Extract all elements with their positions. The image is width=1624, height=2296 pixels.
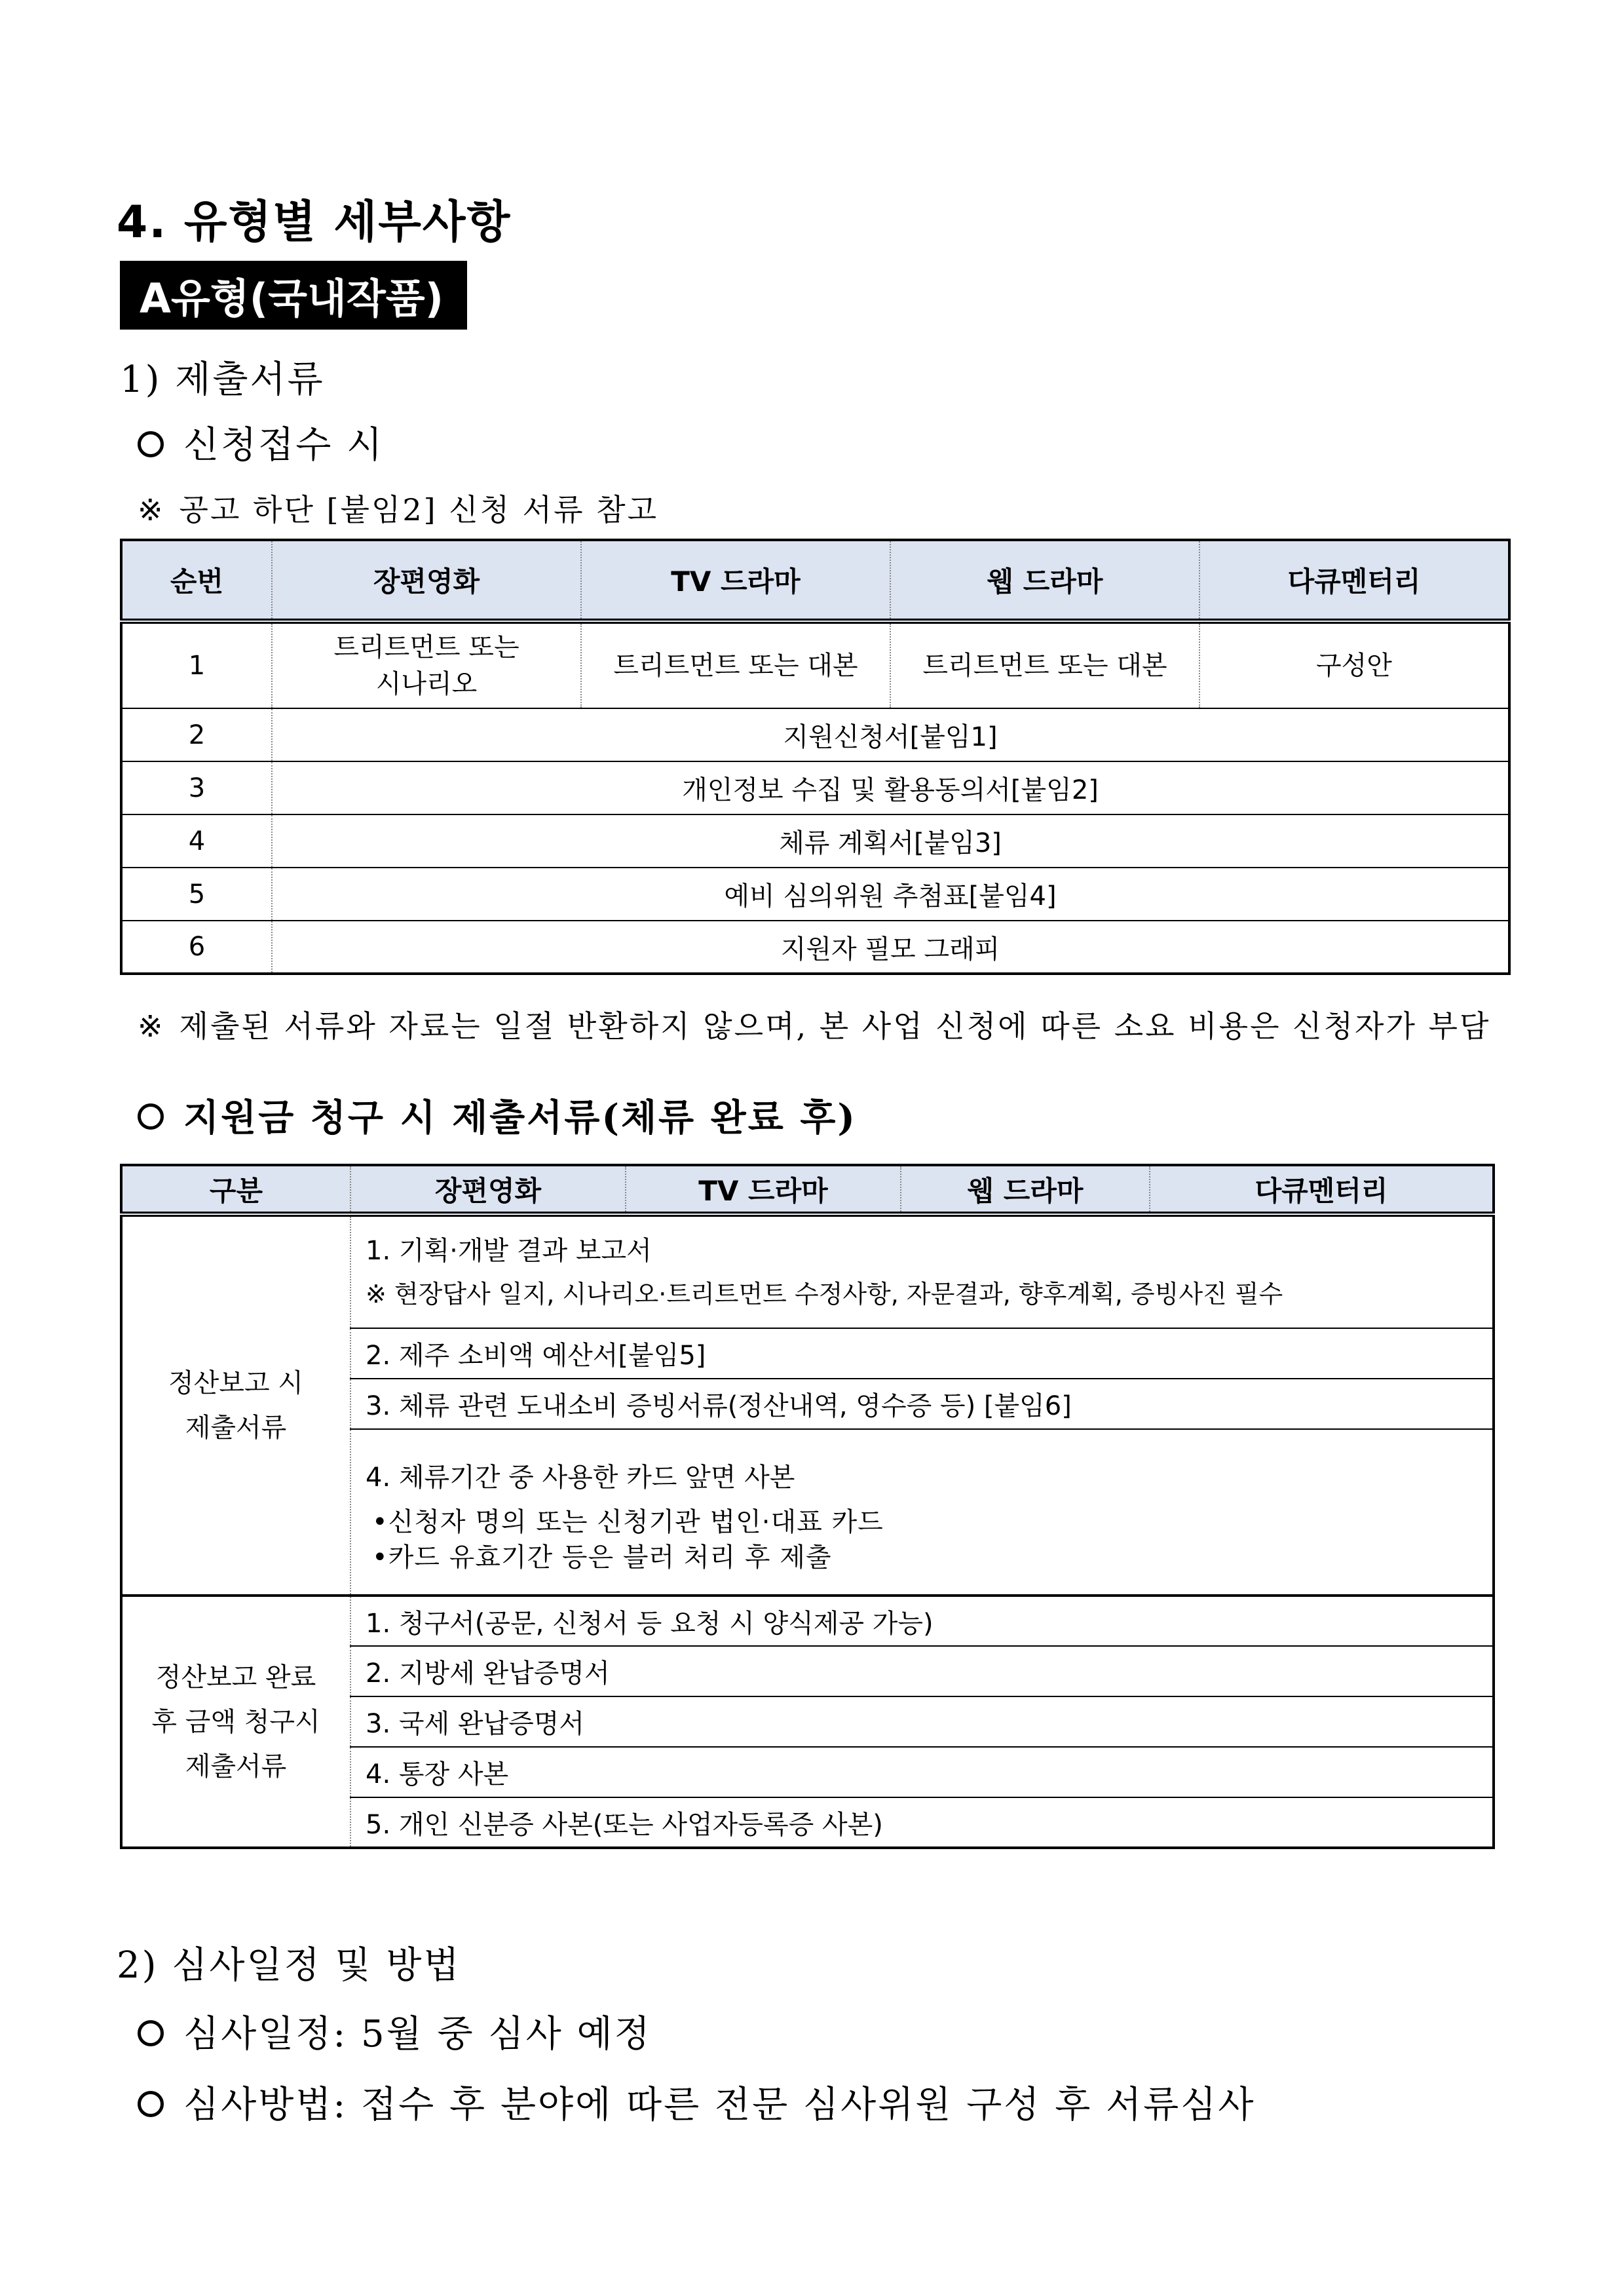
application-documents-table (120, 539, 1511, 975)
type-a-label-text: A유형(국내작품) (140, 275, 444, 322)
row-document: 체류 계획서[붙임3] (272, 814, 1509, 868)
list-item-subnote: •신청자 명의 또는 신청기관 법인·대표 카드 (372, 1507, 884, 1537)
documentary-doc: 구성안 (1199, 621, 1509, 708)
note-no-return (138, 1003, 1490, 1046)
list-item: 5. 개인 신분증 사본(또는 사업자등록증 사본) (350, 1797, 1494, 1848)
list-item-subnote: •카드 유효기간 등은 블러 처리 후 제출 (372, 1542, 832, 1573)
list-item: 2. 지방세 완납증명서 (350, 1646, 1494, 1696)
feature-film-doc-line1: 트리트먼트 또는 (333, 632, 519, 662)
table-row (121, 1596, 1494, 1646)
row-number: 3 (121, 761, 272, 814)
note-no-return-text: 제출된 서류와 자료는 일절 반환하지 않으며, 본 사업 신청에 따른 소요 비용은 신청자가 부담 (179, 1008, 1491, 1044)
note-reference (138, 486, 658, 529)
row-number: 1 (121, 621, 272, 708)
header-cell: TV 드라마 (581, 540, 890, 621)
note-reference-text: 공고 하단 [붙임2] 신청 서류 참고 (179, 492, 659, 527)
circle-bullet-icon (138, 431, 164, 457)
group-label-claim (121, 1596, 350, 1848)
bullet-review-schedule-text: 심사일정: 5월 중 심사 예정 (183, 2013, 652, 2056)
row-number: 6 (121, 921, 272, 974)
list-item: 3. 체류 관련 도내소비 증빙서류(정산내역, 영수증 등) [붙임6] (350, 1379, 1494, 1429)
table-row (121, 1214, 1494, 1328)
row-document: 개인정보 수집 및 활용동의서[붙임2] (272, 761, 1509, 814)
bullet-application (138, 416, 384, 469)
claim-documents-table (120, 1164, 1495, 1849)
bullet-claim-documents (138, 1089, 857, 1141)
list-item-subnote: ※ 현장답사 일지, 시나리오·트리트먼트 수정사항, 자문결과, 향후계획, 증빙사진 필수 (366, 1279, 1283, 1309)
bullet-review-method (138, 2076, 1255, 2128)
row-number: 2 (121, 708, 272, 761)
header-cell: 구분 (121, 1165, 350, 1214)
sub-heading-review: 2) 심사일정 및 방법 (117, 1944, 461, 1987)
circle-bullet-icon (138, 2091, 164, 2117)
group-label-line: 정산보고 시 (168, 1368, 303, 1398)
table-header-row (121, 540, 1509, 621)
table-row (121, 921, 1509, 974)
row-document: 지원신청서[붙임1] (272, 708, 1509, 761)
list-item (350, 1429, 1494, 1596)
list-item-text: 4. 체류기간 중 사용한 카드 앞면 사본 (366, 1463, 795, 1493)
header-cell: 다큐멘터리 (1150, 1165, 1494, 1214)
bullet-application-text: 신청접수 시 (183, 424, 385, 467)
row-document: 지원자 필모 그래피 (272, 921, 1509, 974)
header-cell: 장편영화 (350, 1165, 626, 1214)
header-cell: 웹 드라마 (890, 540, 1199, 621)
list-item: 2. 제주 소비액 예산서[붙임5] (350, 1328, 1494, 1379)
circle-bullet-icon (138, 1103, 164, 1130)
table-row (121, 621, 1509, 708)
row-document: 예비 심의위원 추첨표[붙임4] (272, 868, 1509, 921)
group-label-line: 제출서류 (185, 1751, 287, 1782)
header-cell: 장편영화 (272, 540, 581, 621)
reference-mark-icon: ※ (138, 492, 165, 527)
row-number: 4 (121, 814, 272, 868)
table-header-row (121, 1165, 1494, 1214)
header-cell: 다큐멘터리 (1199, 540, 1509, 621)
bullet-review-method-text: 심사방법: 접수 후 분야에 따른 전문 심사위원 구성 후 서류심사 (183, 2084, 1256, 2126)
reference-mark-icon: ※ (138, 1008, 165, 1044)
tv-drama-doc: 트리트먼트 또는 대본 (581, 621, 890, 708)
bullet-review-schedule (138, 2005, 652, 2057)
group-label-line: 정산보고 완료 (155, 1662, 316, 1693)
header-cell: 웹 드라마 (901, 1165, 1150, 1214)
list-item-text: 1. 기획·개발 결과 보고서 (366, 1235, 652, 1266)
feature-film-doc (272, 621, 581, 708)
group-label-settlement (121, 1214, 350, 1596)
list-item: 3. 국세 완납증명서 (350, 1696, 1494, 1747)
header-cell: TV 드라마 (626, 1165, 901, 1214)
group-label-line: 후 금액 청구시 (151, 1706, 320, 1737)
web-drama-doc: 트리트먼트 또는 대본 (890, 621, 1199, 708)
table-row (121, 814, 1509, 868)
table-row (121, 761, 1509, 814)
group-label-line: 제출서류 (185, 1413, 287, 1443)
feature-film-doc-line2: 시나리오 (375, 669, 478, 699)
list-item: 1. 청구서(공문, 신청서 등 요청 시 양식제공 가능) (350, 1596, 1494, 1646)
table-row (121, 868, 1509, 921)
list-item: 4. 통장 사본 (350, 1747, 1494, 1797)
type-a-label (120, 261, 467, 330)
sub-heading-submission: 1) 제출서류 (120, 358, 325, 401)
header-cell: 순번 (121, 540, 272, 621)
bullet-claim-documents-text: 지원금 청구 시 제출서류(체류 완료 후) (183, 1096, 857, 1139)
row-number: 5 (121, 868, 272, 921)
table-row (121, 708, 1509, 761)
circle-bullet-icon (138, 2020, 164, 2046)
section-title: 4. 유형별 세부사항 (117, 197, 512, 248)
list-item (350, 1214, 1494, 1328)
